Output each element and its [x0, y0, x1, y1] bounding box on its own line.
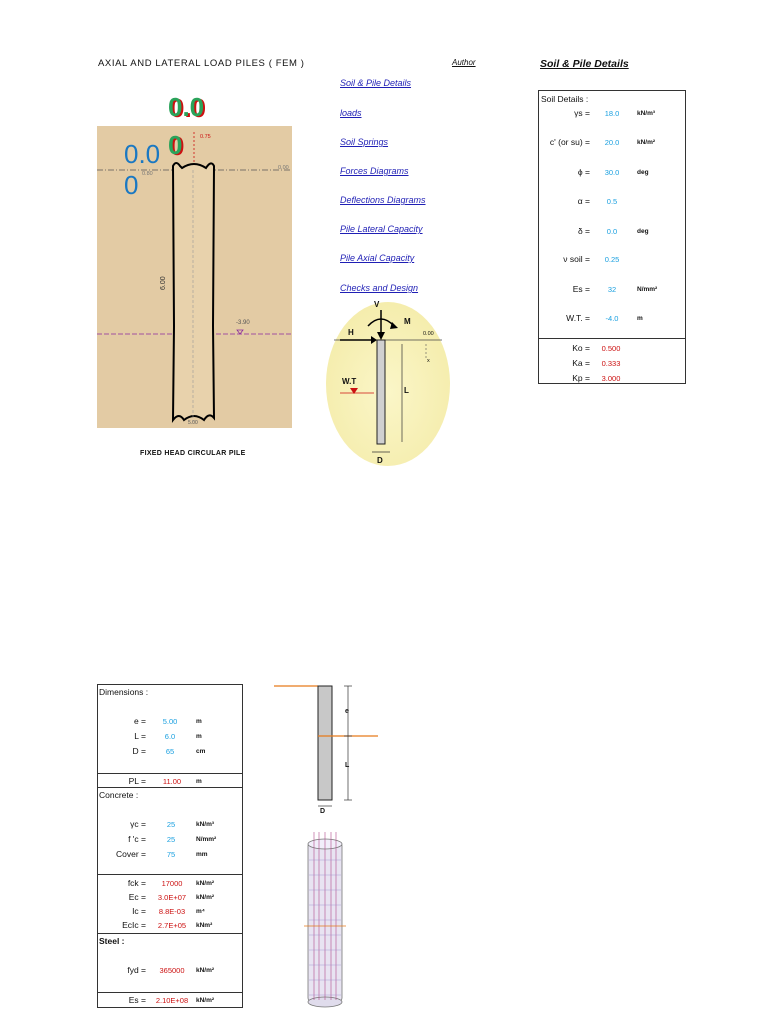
nav-link-loads[interactable]: loads: [340, 108, 362, 118]
dim-D-value[interactable]: 65: [165, 747, 175, 756]
nav-link-checks-and-design[interactable]: Checks and Design: [340, 283, 419, 293]
soil-delta-label: δ =: [577, 226, 590, 236]
soil-nu-value[interactable]: 0.25: [604, 255, 620, 264]
figure-caption: FIXED HEAD CIRCULAR PILE: [140, 450, 246, 457]
pile-shape: [173, 163, 214, 420]
fck-value: 17000: [161, 879, 183, 888]
nav-link-soil-pile-details[interactable]: Soil & Pile Details: [340, 78, 412, 88]
fc-value[interactable]: 25: [166, 835, 176, 844]
schematic-x: x: [427, 358, 430, 364]
soil-details-table: [538, 90, 686, 384]
soil-delta-value[interactable]: 0.0: [606, 227, 618, 236]
ecic-value: 2.7E+05: [157, 921, 187, 930]
dim-L-value[interactable]: 6.0: [164, 732, 176, 741]
soil-c-label: c' (or su) =: [549, 137, 590, 147]
ec-value: 3.0E+07: [157, 893, 187, 902]
soil-c-value[interactable]: 20.0: [604, 138, 620, 147]
reinforcement-cage: [300, 830, 350, 1008]
schematic-L: L: [404, 386, 409, 395]
page-title: AXIAL AND LATERAL LOAD PILES ( FEM ): [98, 58, 305, 69]
soil-alpha-value[interactable]: 0.5: [606, 197, 618, 206]
nav-link-forces-diagrams[interactable]: Forces Diagrams: [340, 166, 409, 176]
nav-link-pile-axial-capacity[interactable]: Pile Axial Capacity: [340, 253, 415, 263]
dim-divider-2: [98, 787, 242, 788]
soil-table-divider: [539, 338, 685, 339]
dim-D-label: D =: [132, 746, 146, 756]
kp-label: Kp =: [572, 373, 590, 383]
schematic-pile: [377, 340, 385, 444]
cover-value[interactable]: 75: [166, 850, 176, 859]
ground-left-label: 0.80: [142, 171, 153, 177]
dim-D-unit: cm: [196, 748, 206, 755]
dim-e-label: e =: [133, 716, 146, 726]
overlay-value-blue: 0.0: [124, 139, 161, 169]
ic-label: Ic =: [132, 906, 146, 916]
ka-value: 0.333: [601, 359, 621, 368]
dim-divider-5: [98, 992, 242, 993]
dimensions-heading: Dimensions :: [99, 687, 149, 697]
soil-gamma-unit: kN/m³: [637, 110, 656, 117]
soil-details-heading: Soil Details :: [541, 94, 589, 104]
soil-phi-unit: deg: [637, 169, 649, 176]
overlay-value-green-2: 0: [168, 130, 183, 160]
section-title: Soil & Pile Details: [540, 58, 629, 70]
dimension-diagram: [272, 682, 384, 820]
steel-heading: Steel :: [99, 936, 125, 946]
ka-label: Ka =: [572, 358, 590, 368]
ko-label: Ko =: [572, 343, 590, 353]
schematic-H: H: [348, 328, 354, 337]
soil-gamma-value[interactable]: 18.0: [604, 109, 620, 118]
pl-value: 11.00: [162, 777, 182, 786]
ground-right-label: 0.00: [278, 165, 289, 171]
fc-unit: N/mm²: [196, 836, 217, 843]
soil-wt-unit: m: [637, 315, 643, 322]
fyd-value: 365000: [159, 966, 185, 975]
soil-c-unit: kN/m²: [637, 139, 656, 146]
dim-L-label: L =: [134, 731, 146, 741]
ic-value: 8.8E-03: [158, 907, 186, 916]
dim-divider-3: [98, 874, 242, 875]
soil-nu-label: ν soil =: [563, 254, 590, 264]
dim-e-symbol: e: [345, 708, 349, 715]
es-steel-label: Es =: [128, 995, 146, 1005]
fc-label: f 'c =: [128, 834, 146, 844]
soil-alpha-label: α =: [577, 196, 590, 206]
ecic-unit: kNm²: [196, 922, 213, 929]
concrete-heading: Concrete :: [99, 790, 139, 800]
ec-label: Ec =: [128, 892, 146, 902]
es-steel-value: 2.10E+08: [155, 996, 189, 1005]
schematic-D: D: [377, 456, 383, 465]
soil-es-value[interactable]: 32: [607, 285, 617, 294]
overlay-value-blue-2: 0: [124, 170, 139, 200]
pl-unit: m: [196, 778, 202, 785]
fyd-unit: kN/m²: [196, 967, 215, 974]
nav-link-pile-lateral-capacity[interactable]: Pile Lateral Capacity: [340, 224, 423, 234]
ko-value: 0.500: [601, 344, 621, 353]
cover-unit: mm: [196, 851, 208, 858]
schematic-V: V: [374, 300, 380, 309]
pl-label: PL =: [128, 776, 146, 786]
kp-value: 3.000: [601, 374, 621, 383]
schematic-WT: W.T: [342, 377, 357, 386]
nav-link-soil-springs[interactable]: Soil Springs: [340, 137, 389, 147]
dim-e-unit: m: [196, 718, 202, 725]
pile-length-label: 6.00: [160, 276, 167, 290]
dim-divider-4: [98, 933, 242, 934]
fck-unit: kN/m²: [196, 880, 215, 887]
schematic-zero: 0.00: [423, 331, 434, 337]
soil-wt-label: W.T. =: [566, 313, 590, 323]
ic-unit: m⁴: [196, 908, 205, 915]
top-level-label: 0.75: [200, 134, 211, 140]
soil-phi-label: ϕ =: [577, 167, 590, 177]
ecic-label: EcIc =: [122, 920, 146, 930]
overlay-value-green: 0.0: [168, 92, 205, 122]
dim-e-value[interactable]: 5.00: [162, 717, 178, 726]
author-link[interactable]: Author: [452, 58, 476, 67]
bottom-level-label: 5.00: [188, 420, 198, 426]
water-table-label: -3.90: [236, 320, 250, 326]
dim-D-symbol: D: [320, 808, 326, 815]
soil-es-unit: N/mm²: [637, 286, 658, 293]
gamma-c-unit: kN/m³: [196, 821, 215, 828]
dim-L-unit: m: [196, 733, 202, 740]
soil-gamma-label: γs =: [574, 108, 590, 118]
dim-pile: [318, 686, 332, 800]
soil-wt-value[interactable]: -4.0: [605, 314, 619, 323]
schematic-M: M: [404, 317, 411, 326]
soil-delta-unit: deg: [637, 228, 649, 235]
fck-label: fck =: [127, 878, 146, 888]
dim-divider-1: [98, 773, 242, 774]
soil-phi-value[interactable]: 30.0: [604, 168, 620, 177]
fyd-label: fyd =: [127, 965, 146, 975]
dim-L-symbol: L: [345, 762, 350, 769]
es-steel-unit: kN/m²: [196, 997, 215, 1004]
nav-link-deflections-diagrams[interactable]: Deflections Diagrams: [340, 195, 426, 205]
gamma-c-value[interactable]: 25: [166, 820, 176, 829]
soil-es-label: Es =: [572, 284, 590, 294]
ec-unit: kN/m²: [196, 894, 215, 901]
cover-label: Cover =: [116, 849, 146, 859]
gamma-c-label: γc =: [130, 819, 146, 829]
